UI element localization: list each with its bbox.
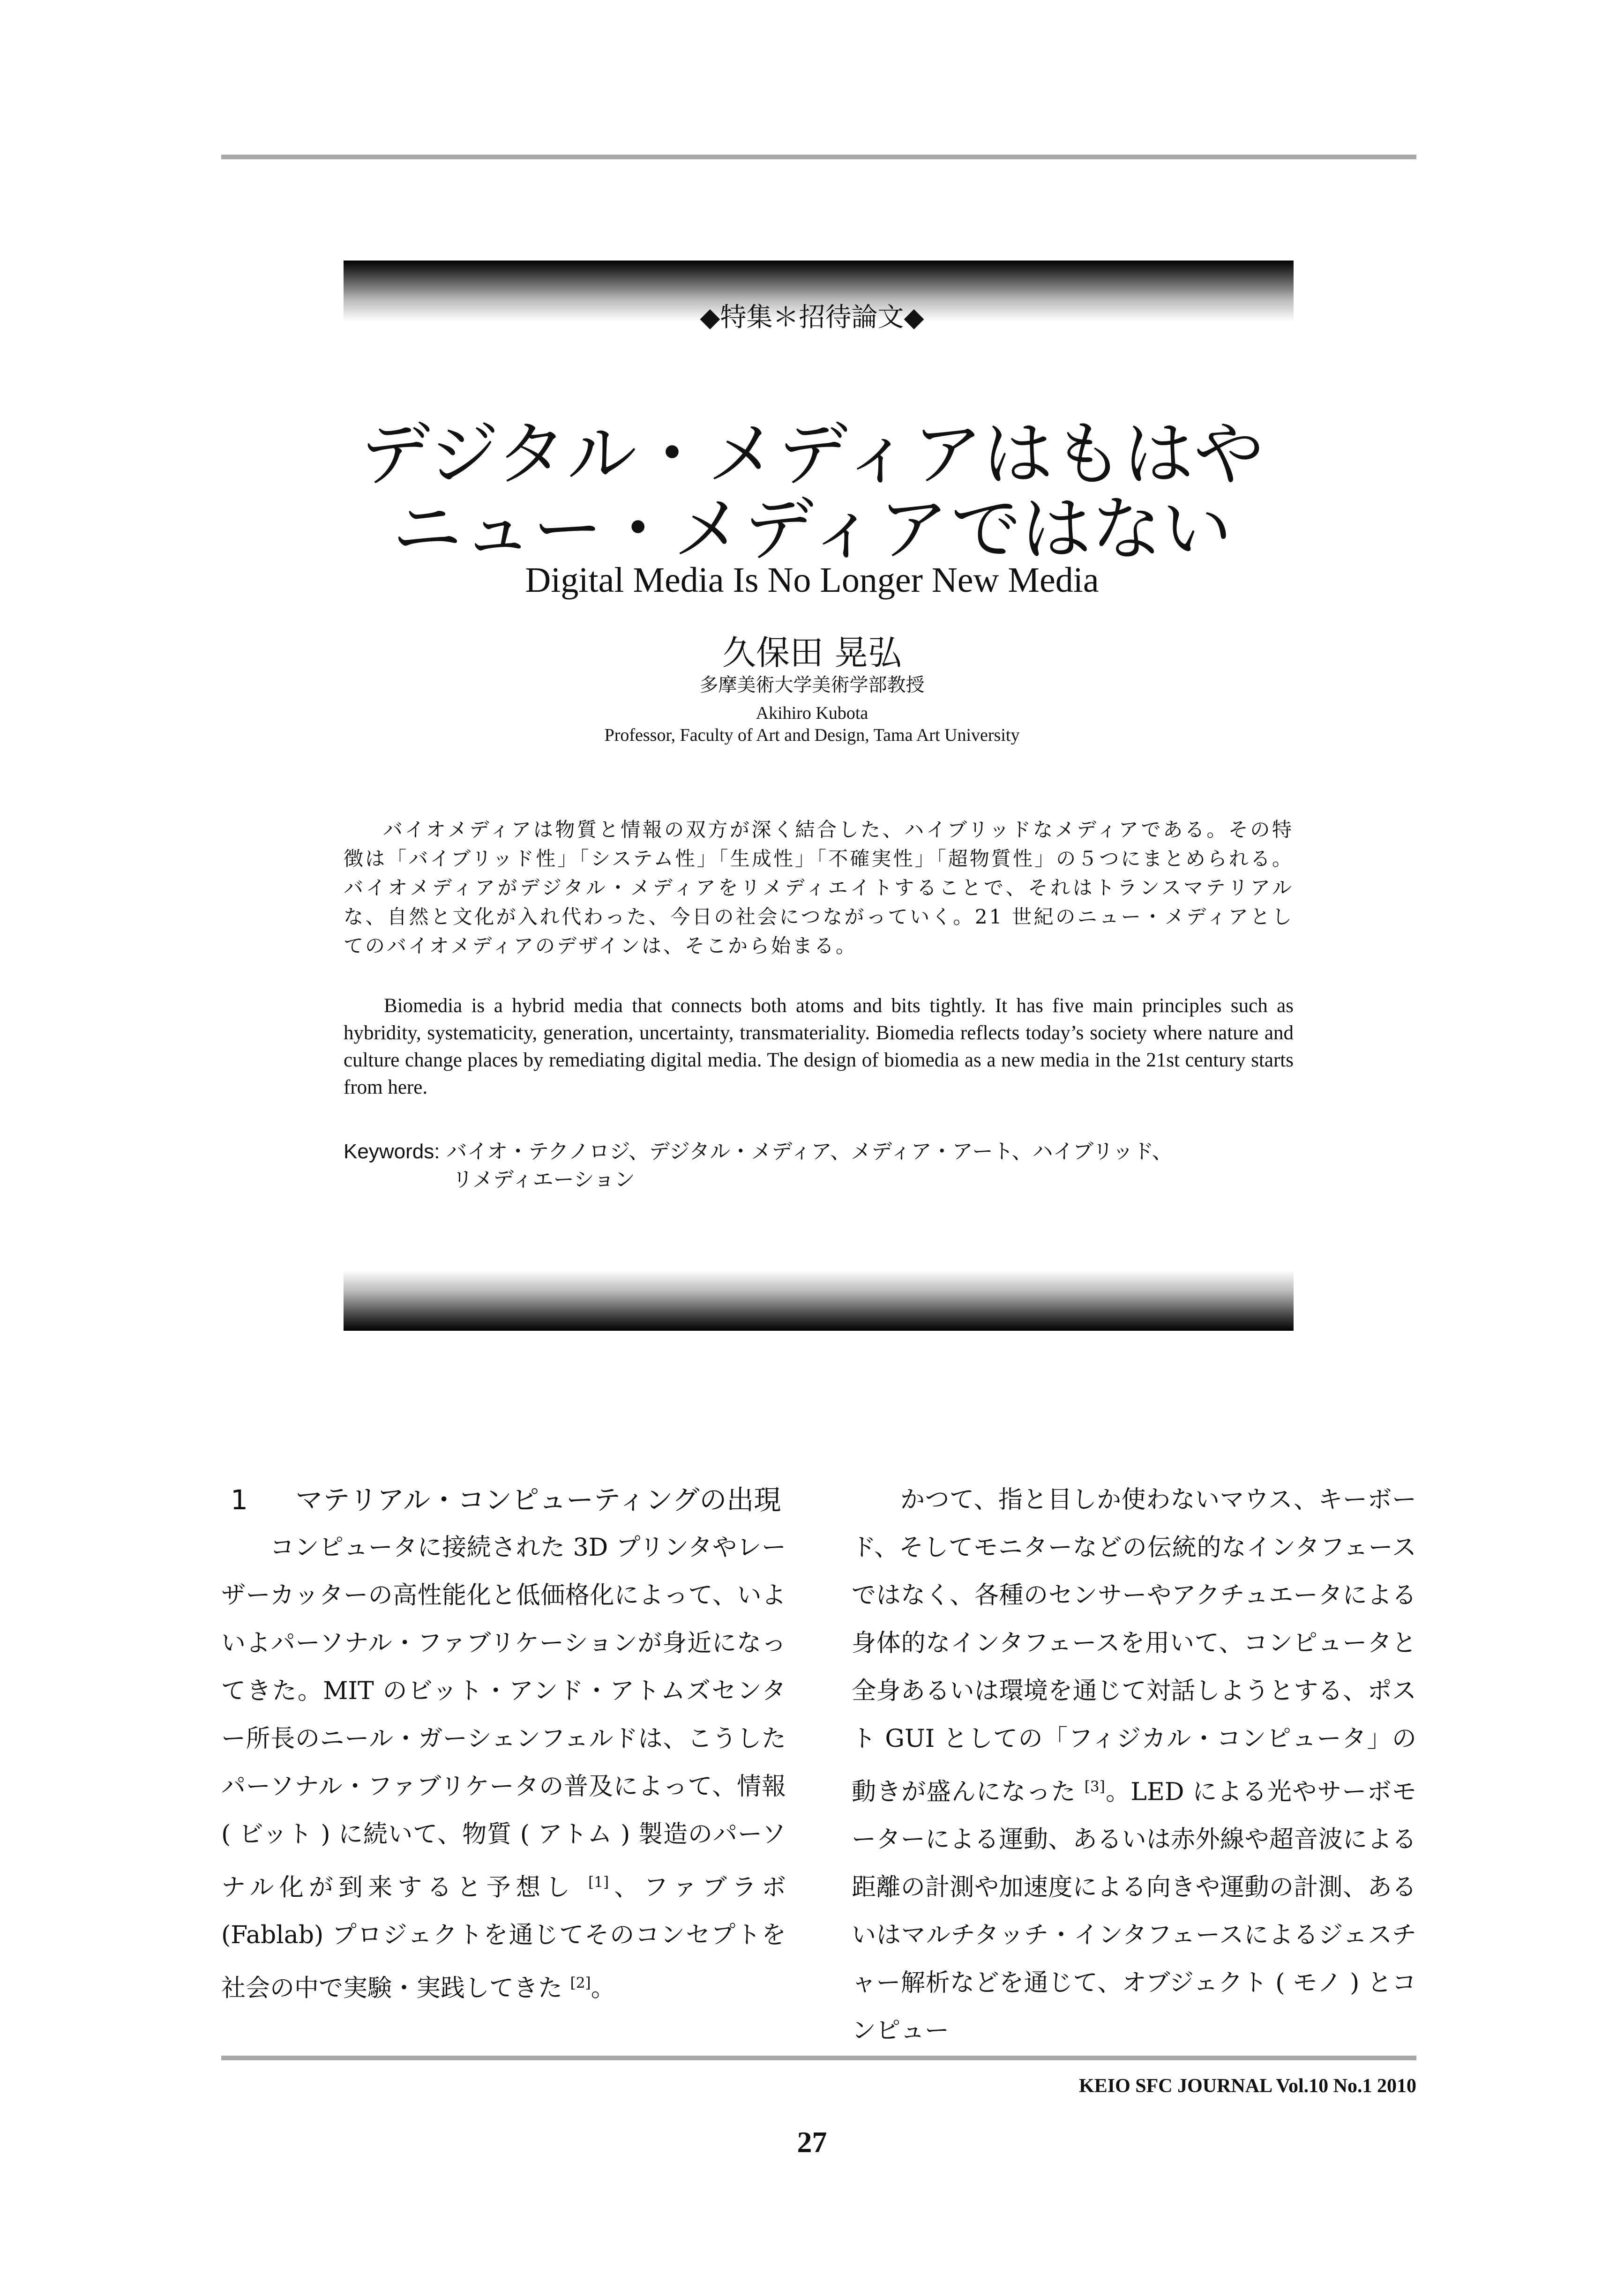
body-column-right <box>852 1476 1416 2055</box>
journal-footer: KEIO SFC JOURNAL Vol.10 No.1 2010 <box>1079 2075 1416 2097</box>
citation-ref: [3] <box>1084 1778 1105 1795</box>
abstract-ja: バイオメディアは物質と情報の双方が深く結合した、ハイブリッドなメディアである。その特徴は「バイブリッド性」「システム性」「生成性」「不確実性」「超物質性」の５つにまとめられる。バイオメディアがデジタル・メディアをリメディエイトすることで、それはトランスマテリアルな、自然と文化が入れ代わった、今日の社会につながっていく。21 世紀のニュー・メディアとしてのバイオメディアのデザインは、そこから始まる。 <box>344 818 1294 957</box>
abstract-gradient-band <box>344 1270 1294 1331</box>
page-number: 27 <box>797 2125 827 2159</box>
body-text: 。 <box>591 1974 615 2003</box>
top-rule <box>221 155 1416 159</box>
title-en: Digital Media Is No Longer New Media <box>525 560 1099 600</box>
citation-ref: [1] <box>588 1874 609 1891</box>
feature-label: ◆特集＊招待論文◆ <box>700 302 924 333</box>
section-heading <box>221 1476 786 1524</box>
author-name-en: Akihiro Kubota <box>756 703 868 723</box>
author-name-ja: 久保田 晃弘 <box>722 633 902 672</box>
section-number: 1 <box>231 1484 248 1516</box>
body-text: 。LED による光やサーボモーターによる運動、あるいは赤外線や超音波による距離の計測や加速度による向きや運動の計測、あるいはマルチタッチ・インタフェースによるジェスチャー解析などを通じて、オブジェクト ( モノ ) とコンピュー <box>852 1778 1416 2045</box>
body-text: コンピュータに接続された 3D プリンタやレーザーカッターの高性能化と低価格化によって、いよいよパーソナル・ファブリケーションが身近になってきた。MIT のビット・アンド・アトムズセンター所長のニール・ガーシェンフェルドは、こうしたパーソナル・ファブリケータの普及によって、情報 ( ビット ) に続いて、物質 ( アトム ) 製造のパーソナル化が到来すると予想し <box>221 1534 786 1902</box>
section-title: マテリアル・コンピューティングの出現 <box>295 1484 781 1516</box>
keywords-line-1: バイオ・テクノロジ、デジタル・メディア、メディア・アート、ハイブリッド、 <box>446 1140 1173 1163</box>
body-text: 、ファブラボ (Fablab) プロジェクトを通じてそのコンセプトを社会の中で実験・実践してきた <box>221 1873 786 2003</box>
body-column-left <box>221 1476 786 2013</box>
body-paragraph <box>221 1524 786 2013</box>
author-affiliation-ja: 多摩美術大学美術学部教授 <box>699 674 925 696</box>
author-affiliation-en: Professor, Faculty of Art and Design, Tama Art University <box>604 725 1020 745</box>
title-ja-line-2: ニュー・メディアではない <box>392 489 1232 570</box>
keywords-line-2: リメディエーション <box>452 1168 635 1192</box>
footer-rule <box>221 2056 1416 2060</box>
citation-ref: [2] <box>570 1975 591 1992</box>
title-ja-line-1: デジタル・メディアはもはや <box>359 414 1264 495</box>
keywords <box>344 1138 1294 1194</box>
abstract-en: Biomedia is a hybrid media that connects both atoms and bits tightly. It has five main principles such as hybridity, systematicity, generation, uncertainty, transmateriality. Biomedia reflects today’s society where nature and culture change places by remediating digital media. The design of biomedia as a new media in the 21st century starts from here. <box>344 995 1294 1098</box>
keywords-label: Keywords: <box>344 1140 440 1163</box>
body-text: かつて、指と目しか使わないマウス、キーボード、そしてモニターなどの伝統的なインタフェースではなく、各種のセンサーやアクチュエータによる身体的なインタフェースを用いて、コンピュータと全身あるいは環境を通じて対話しようとする、ポスト GUI としての「フィジカル・コンピュータ」の動きが盛んになった <box>852 1486 1416 1806</box>
body-paragraph <box>852 1476 1416 2055</box>
